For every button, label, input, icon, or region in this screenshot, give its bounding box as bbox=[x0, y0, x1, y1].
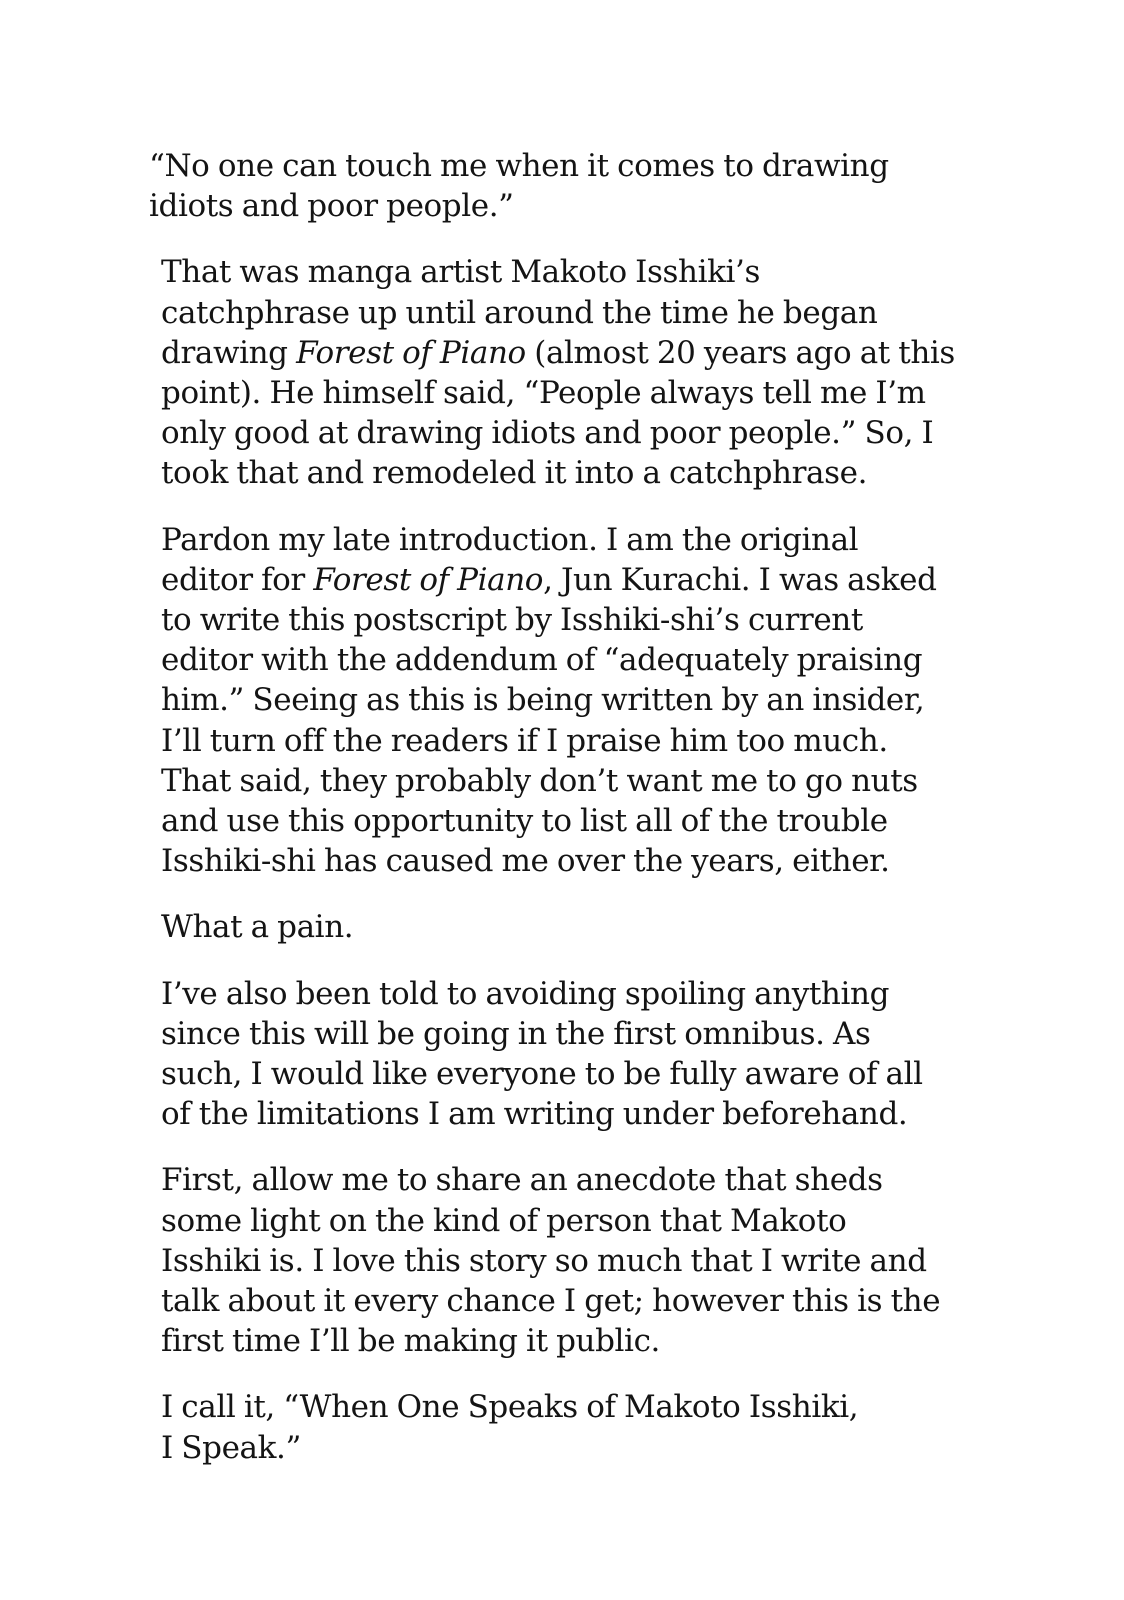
postscript-body bbox=[0, 146, 1124, 1494]
text-line bbox=[161, 560, 941, 600]
text-segment: (almost 20 years ago at this bbox=[525, 334, 955, 371]
text-line: idiots and poor people.” bbox=[149, 188, 514, 225]
text-line: talk about it every chance I get; however this is the bbox=[161, 1283, 941, 1320]
text-line: since this will be going in the first omnibus. As bbox=[161, 1015, 871, 1052]
text-line: catchphrase up until around the time he began bbox=[161, 294, 878, 331]
text-line: first time I’ll be making it public. bbox=[161, 1323, 660, 1360]
text-segment: , Jun Kurachi. I was asked bbox=[543, 561, 937, 598]
text-line: took that and remodeled it into a catchphrase. bbox=[161, 455, 868, 492]
text-line bbox=[161, 333, 955, 373]
text-line: point). He himself said, “People always tell me I’m bbox=[161, 375, 926, 412]
text-line: First, allow me to share an anecdote that sheds bbox=[161, 1162, 883, 1199]
text-line: Isshiki-shi has caused me over the years, either. bbox=[161, 843, 890, 880]
text-line: editor with the addendum of “adequately praising bbox=[161, 642, 923, 679]
text-line: What a pain. bbox=[161, 909, 354, 946]
paragraph-story-title bbox=[0, 1387, 941, 1467]
text-line: I’ll turn off the readers if I praise him too much. bbox=[161, 722, 888, 759]
paragraph-limitations bbox=[0, 974, 941, 1135]
paragraph-anecdote bbox=[0, 1160, 941, 1361]
text-line: to write this postscript by Isshiki-shi’s current bbox=[161, 602, 863, 639]
text-line: some light on the kind of person that Makoto bbox=[161, 1202, 847, 1239]
text-line: such, I would like everyone to be fully aware of all bbox=[161, 1056, 923, 1093]
paragraph-introduction bbox=[0, 520, 941, 882]
text-line: him.” Seeing as this is being written by an insider, bbox=[161, 682, 925, 719]
paragraph-opening-quote bbox=[0, 146, 941, 226]
paragraph-what-a-pain bbox=[0, 907, 941, 947]
text-segment: editor for bbox=[161, 561, 314, 598]
text-line: I call it, “When One Speaks of Makoto Isshiki, bbox=[161, 1389, 859, 1426]
text-line: Pardon my late introduction. I am the original bbox=[161, 521, 859, 558]
text-line: and use this opportunity to list all of the trouble bbox=[161, 803, 888, 840]
title-italic: Forest of Piano bbox=[313, 561, 544, 598]
text-line: I’ve also been told to avoiding spoiling anything bbox=[161, 975, 890, 1012]
title-italic: Forest of Piano bbox=[296, 334, 526, 371]
text-line: Isshiki is. I love this story so much that I write and bbox=[161, 1242, 927, 1279]
text-line: That was manga artist Makoto Isshiki’s bbox=[161, 254, 760, 291]
text-line: of the limitations I am writing under beforehand. bbox=[161, 1096, 908, 1133]
text-line: only good at drawing idiots and poor people.” So, I bbox=[161, 415, 934, 452]
text-line: That said, they probably don’t want me to go nuts bbox=[161, 762, 918, 799]
paragraph-catchphrase-explanation bbox=[0, 252, 955, 493]
text-line: I Speak.” bbox=[161, 1429, 301, 1466]
text-segment: drawing bbox=[161, 334, 297, 371]
text-line: “No one can touch me when it comes to drawing bbox=[149, 148, 889, 184]
